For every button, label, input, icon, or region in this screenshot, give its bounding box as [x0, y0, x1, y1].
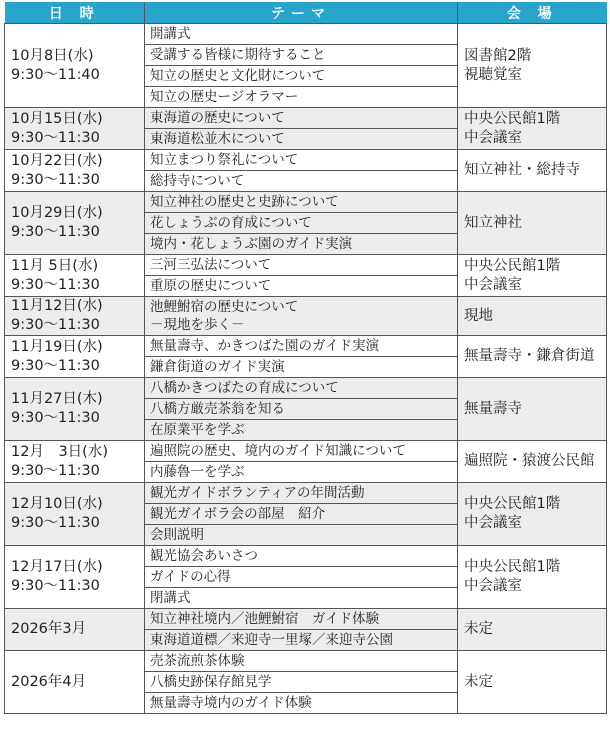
session-theme: 東海道松並木について — [145, 129, 458, 150]
venue-line: 中会議室 — [464, 515, 522, 531]
session-time: 9:30～11:30 — [11, 129, 100, 146]
session-theme: 観光協会あいさつ — [145, 546, 458, 567]
session-date: 10月8日(水) — [11, 47, 94, 64]
session-time: 9:30～11:30 — [11, 171, 100, 188]
session-venue — [458, 24, 607, 108]
session-datetime — [5, 378, 145, 441]
header-venue: 会 場 — [458, 2, 607, 24]
session-theme: 三河三弘法について — [145, 255, 458, 276]
session-time: 9:30～11:30 — [11, 224, 100, 240]
session-theme: 八橋方厳売茶翁を知る — [145, 399, 458, 420]
session-theme: 閉講式 — [145, 588, 458, 609]
session-datetime — [5, 297, 145, 336]
session-venue — [458, 609, 607, 651]
table-row — [5, 651, 607, 672]
venue-line: 中央公民館1階 — [464, 110, 561, 127]
session-venue — [458, 546, 607, 609]
session-theme: 花しょうぶの育成について — [145, 213, 458, 234]
session-theme: 開講式 — [145, 24, 458, 45]
session-venue — [458, 192, 607, 255]
session-datetime — [5, 255, 145, 297]
session-time: 9:30～11:30 — [11, 515, 100, 531]
session-date: 10月29日(水) — [11, 205, 103, 221]
session-datetime — [5, 651, 145, 714]
venue-line: 視聴覚室 — [464, 66, 522, 83]
session-datetime — [5, 336, 145, 378]
venue-line: 中央公民館1階 — [464, 257, 561, 274]
table-row — [5, 24, 607, 45]
session-date: 11月12日(水) — [11, 298, 103, 314]
venue-line: 現地 — [464, 307, 493, 324]
session-datetime — [5, 609, 145, 651]
session-time: 9:30～11:40 — [11, 66, 100, 83]
session-venue — [458, 108, 607, 150]
session-venue — [458, 150, 607, 192]
session-theme: 内藤魯一を学ぶ — [145, 462, 458, 483]
session-theme: 無量壽寺、かきつばた園のガイド実演 — [145, 336, 458, 357]
venue-line: 無量壽寺・鎌倉街道 — [464, 348, 595, 364]
session-theme: 鎌倉街道のガイド実演 — [145, 357, 458, 378]
session-date: 10月22日(水) — [11, 152, 103, 169]
session-theme: 遍照院の歴史、境内のガイド知識について — [145, 441, 458, 462]
session-date: 12月 3日(水) — [11, 443, 108, 460]
session-venue — [458, 297, 607, 336]
session-theme: 八橋史跡保存館見学 — [145, 672, 458, 693]
session-time: 9:30～11:30 — [11, 462, 100, 479]
venue-line: 遍照院・猿渡公民館 — [464, 453, 595, 469]
table-row — [5, 609, 607, 630]
venue-line: 未定 — [464, 621, 493, 637]
session-time: 9:30～11:30 — [11, 410, 100, 426]
session-theme: 観光ガイボラ会の部屋 紹介 — [145, 504, 458, 525]
venue-line: 中会議室 — [464, 578, 522, 594]
table-row — [5, 192, 607, 213]
session-theme: 知立の歴史と文化財について — [145, 66, 458, 87]
session-time: 9:30～11:30 — [11, 276, 100, 293]
venue-line: 知立神社 — [464, 214, 522, 231]
venue-line: 中央公民館1階 — [464, 559, 561, 575]
session-time: 9:30～11:30 — [11, 317, 100, 333]
session-date: 11月 5日(水) — [11, 257, 99, 274]
venue-line: 中会議室 — [464, 129, 522, 146]
session-theme: 知立神社境内／池鯉鮒宿 ガイド体験 — [145, 609, 458, 630]
table-row — [5, 378, 607, 399]
venue-line: 中会議室 — [464, 276, 522, 293]
table-row — [5, 297, 607, 336]
venue-line: 未定 — [464, 673, 493, 690]
session-theme: 知立の歴史ージオラマー — [145, 87, 458, 108]
venue-line: 図書館2階 — [464, 47, 532, 64]
session-theme: 東海道の歴史について — [145, 108, 458, 129]
session-datetime — [5, 150, 145, 192]
session-theme: 知立神社の歴史と史跡について — [145, 192, 458, 213]
session-theme: 東海道道標／来迎寺一里塚／来迎寺公園 — [145, 630, 458, 651]
session-venue — [458, 336, 607, 378]
table-row — [5, 546, 607, 567]
session-theme: 総持寺について — [145, 171, 458, 192]
session-venue — [458, 378, 607, 441]
session-date: 12月10日(水) — [11, 496, 103, 512]
session-time: 9:30～11:30 — [11, 578, 100, 594]
session-datetime — [5, 24, 145, 108]
session-date: 2026年3月 — [11, 621, 87, 637]
table-row — [5, 108, 607, 129]
session-theme: 知立まつり祭礼について — [145, 150, 458, 171]
session-theme: 観光ガイドボランティアの年間活動 — [145, 483, 458, 504]
session-theme: 境内・花しょうぶ園のガイド実演 — [145, 234, 458, 255]
session-theme: 在原業平を学ぶ — [145, 420, 458, 441]
venue-line: 知立神社・総持寺 — [464, 162, 580, 178]
session-datetime — [5, 546, 145, 609]
session-theme: 八橋かきつばたの育成について — [145, 378, 458, 399]
session-theme: 会則説明 — [145, 525, 458, 546]
session-theme: 池鯉鮒宿の歴史について －現地を歩く－ — [145, 297, 458, 336]
session-venue — [458, 483, 607, 546]
session-theme: 売茶流煎茶体験 — [145, 651, 458, 672]
session-date: 2026年4月 — [11, 673, 87, 690]
session-time: 9:30～11:30 — [11, 357, 100, 374]
venue-line: 中央公民館1階 — [464, 496, 561, 512]
header-theme: テーマ — [145, 2, 458, 24]
session-venue — [458, 651, 607, 714]
session-venue — [458, 255, 607, 297]
table-row — [5, 441, 607, 462]
session-theme: ガイドの心得 — [145, 567, 458, 588]
session-theme: 受講する皆様に期待すること — [145, 45, 458, 66]
session-venue — [458, 441, 607, 483]
session-datetime — [5, 483, 145, 546]
table-row — [5, 150, 607, 171]
session-datetime — [5, 108, 145, 150]
schedule-table — [4, 2, 607, 714]
session-theme: 重原の歴史について — [145, 276, 458, 297]
table-row — [5, 255, 607, 276]
session-date: 11月27日(木) — [11, 391, 103, 407]
session-theme: 無量壽寺境内のガイド体験 — [145, 693, 458, 714]
session-date: 11月19日(水) — [11, 338, 103, 355]
table-row — [5, 336, 607, 357]
venue-line: 無量壽寺 — [464, 400, 522, 417]
session-datetime — [5, 441, 145, 483]
table-row — [5, 483, 607, 504]
header-row — [5, 2, 607, 24]
header-date: 日 時 — [5, 2, 145, 24]
session-datetime — [5, 192, 145, 255]
session-date: 10月15日(水) — [11, 110, 103, 127]
session-date: 12月17日(水) — [11, 559, 103, 575]
